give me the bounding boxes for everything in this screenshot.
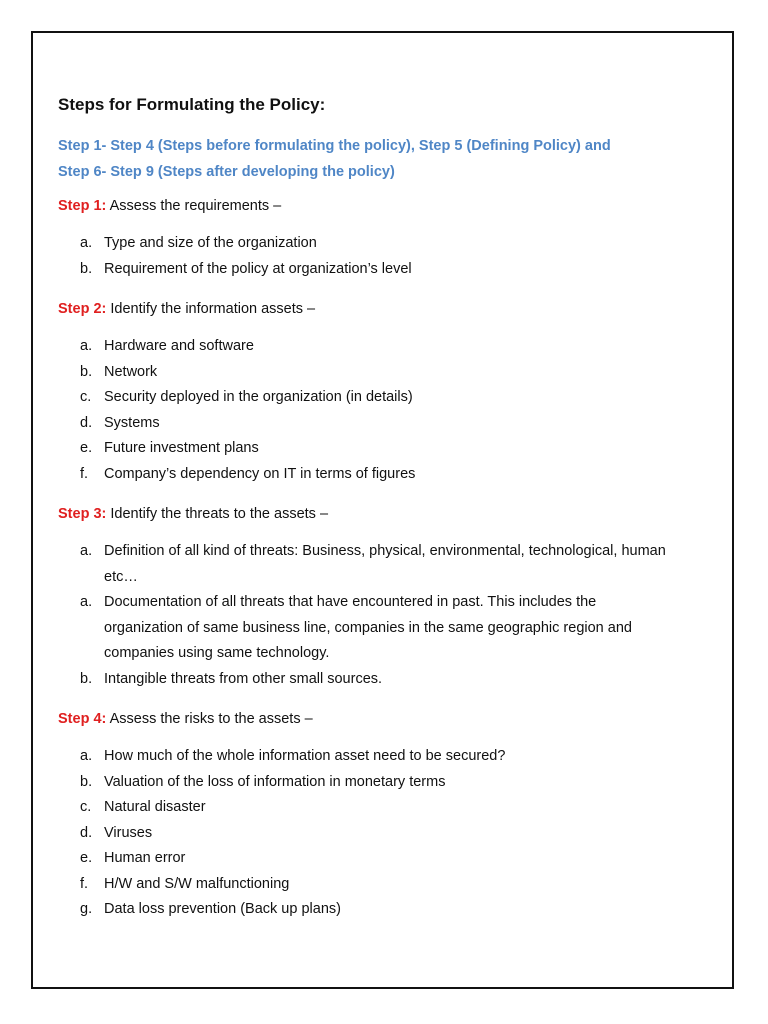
list-item-text: Valuation of the loss of information in monetary terms (104, 773, 446, 790)
list-item (58, 744, 678, 770)
list-item-text: Systems (104, 414, 160, 431)
list-item (58, 846, 678, 872)
list-item (58, 231, 678, 257)
list-item-text: Documentation of all threats that have encountered in past. This includes the organization of same business line, companies in the same geographic region and companies using same technology. (104, 594, 632, 661)
intro-text (58, 133, 678, 185)
list-marker: a. (80, 543, 93, 559)
intro-line-2: Step 6- Step 9 (Steps after developing the policy) (58, 164, 395, 180)
list-item-text: H/W and S/W malfunctioning (104, 875, 290, 892)
step-text: Assess the risks to the assets – (109, 711, 313, 727)
list-marker: f. (80, 875, 89, 892)
list-marker: a. (80, 748, 93, 764)
list-item (58, 872, 678, 898)
list-marker: b. (80, 670, 93, 687)
list-item-text: Natural disaster (104, 799, 206, 815)
step-items (58, 539, 678, 692)
step-text: Identify the information assets – (110, 301, 316, 317)
step-1 (58, 195, 678, 282)
step-items (58, 744, 678, 923)
list-item-text: Network (104, 363, 158, 380)
step-heading (58, 195, 678, 217)
list-item (58, 795, 678, 821)
list-item (58, 667, 678, 693)
step-text: Assess the requirements – (109, 198, 282, 214)
list-marker: f. (80, 465, 89, 482)
list-item-text: Human error (104, 850, 186, 866)
step-label: Step 2: (58, 301, 107, 317)
list-marker: c. (80, 799, 92, 815)
step-heading (58, 298, 678, 320)
list-item-text: Type and size of the organization (104, 235, 317, 251)
list-item (58, 334, 678, 360)
list-item (58, 360, 678, 386)
intro-line-1: Step 1- Step 4 (Steps before formulating the policy), Step 5 (Defining Policy) and (58, 138, 611, 154)
list-item-text: How much of the whole information asset need to be secured? (104, 748, 506, 764)
step-4 (58, 708, 678, 923)
step-3 (58, 503, 678, 692)
step-heading (58, 708, 678, 730)
list-marker: d. (80, 824, 93, 841)
list-marker: d. (80, 414, 93, 431)
list-item (58, 821, 678, 847)
document-title: Steps for Formulating the Policy: (58, 95, 326, 114)
list-item-text: Requirement of the policy at organization’s level (104, 260, 412, 277)
list-marker: b. (80, 363, 93, 380)
step-items (58, 334, 678, 487)
step-heading (58, 503, 678, 525)
list-item (58, 539, 678, 590)
list-marker: a. (80, 594, 93, 610)
list-marker: g. (80, 901, 93, 917)
list-item-text: Intangible threats from other small sources. (104, 670, 383, 687)
list-item-text: Viruses (104, 824, 153, 841)
list-item (58, 770, 678, 796)
list-item-text: Data loss prevention (Back up plans) (104, 901, 341, 917)
list-item-text: Security deployed in the organization (in details) (104, 389, 413, 405)
list-item (58, 257, 678, 283)
document-body (58, 93, 678, 939)
step-label: Step 1: (58, 198, 107, 214)
step-2 (58, 298, 678, 487)
step-label: Step 3: (58, 506, 107, 522)
list-item (58, 897, 678, 923)
list-item-text: Company’s dependency on IT in terms of figures (104, 465, 416, 482)
step-label: Step 4: (58, 711, 107, 727)
step-text: Identify the threats to the assets – (110, 506, 329, 522)
list-item-text: Hardware and software (104, 338, 254, 354)
list-item-text: Future investment plans (104, 440, 259, 456)
step-items (58, 231, 678, 282)
list-item (58, 590, 678, 667)
list-item-text: Definition of all kind of threats: Business, physical, environmental, technological, human etc… (104, 543, 666, 585)
list-marker: e. (80, 850, 93, 866)
list-item (58, 411, 678, 437)
list-item (58, 462, 678, 488)
list-item (58, 436, 678, 462)
list-item (58, 385, 678, 411)
list-marker: c. (80, 389, 92, 405)
list-marker: e. (80, 440, 93, 456)
list-marker: a. (80, 338, 93, 354)
list-marker: b. (80, 773, 93, 790)
list-marker: a. (80, 235, 93, 251)
list-marker: b. (80, 260, 93, 277)
